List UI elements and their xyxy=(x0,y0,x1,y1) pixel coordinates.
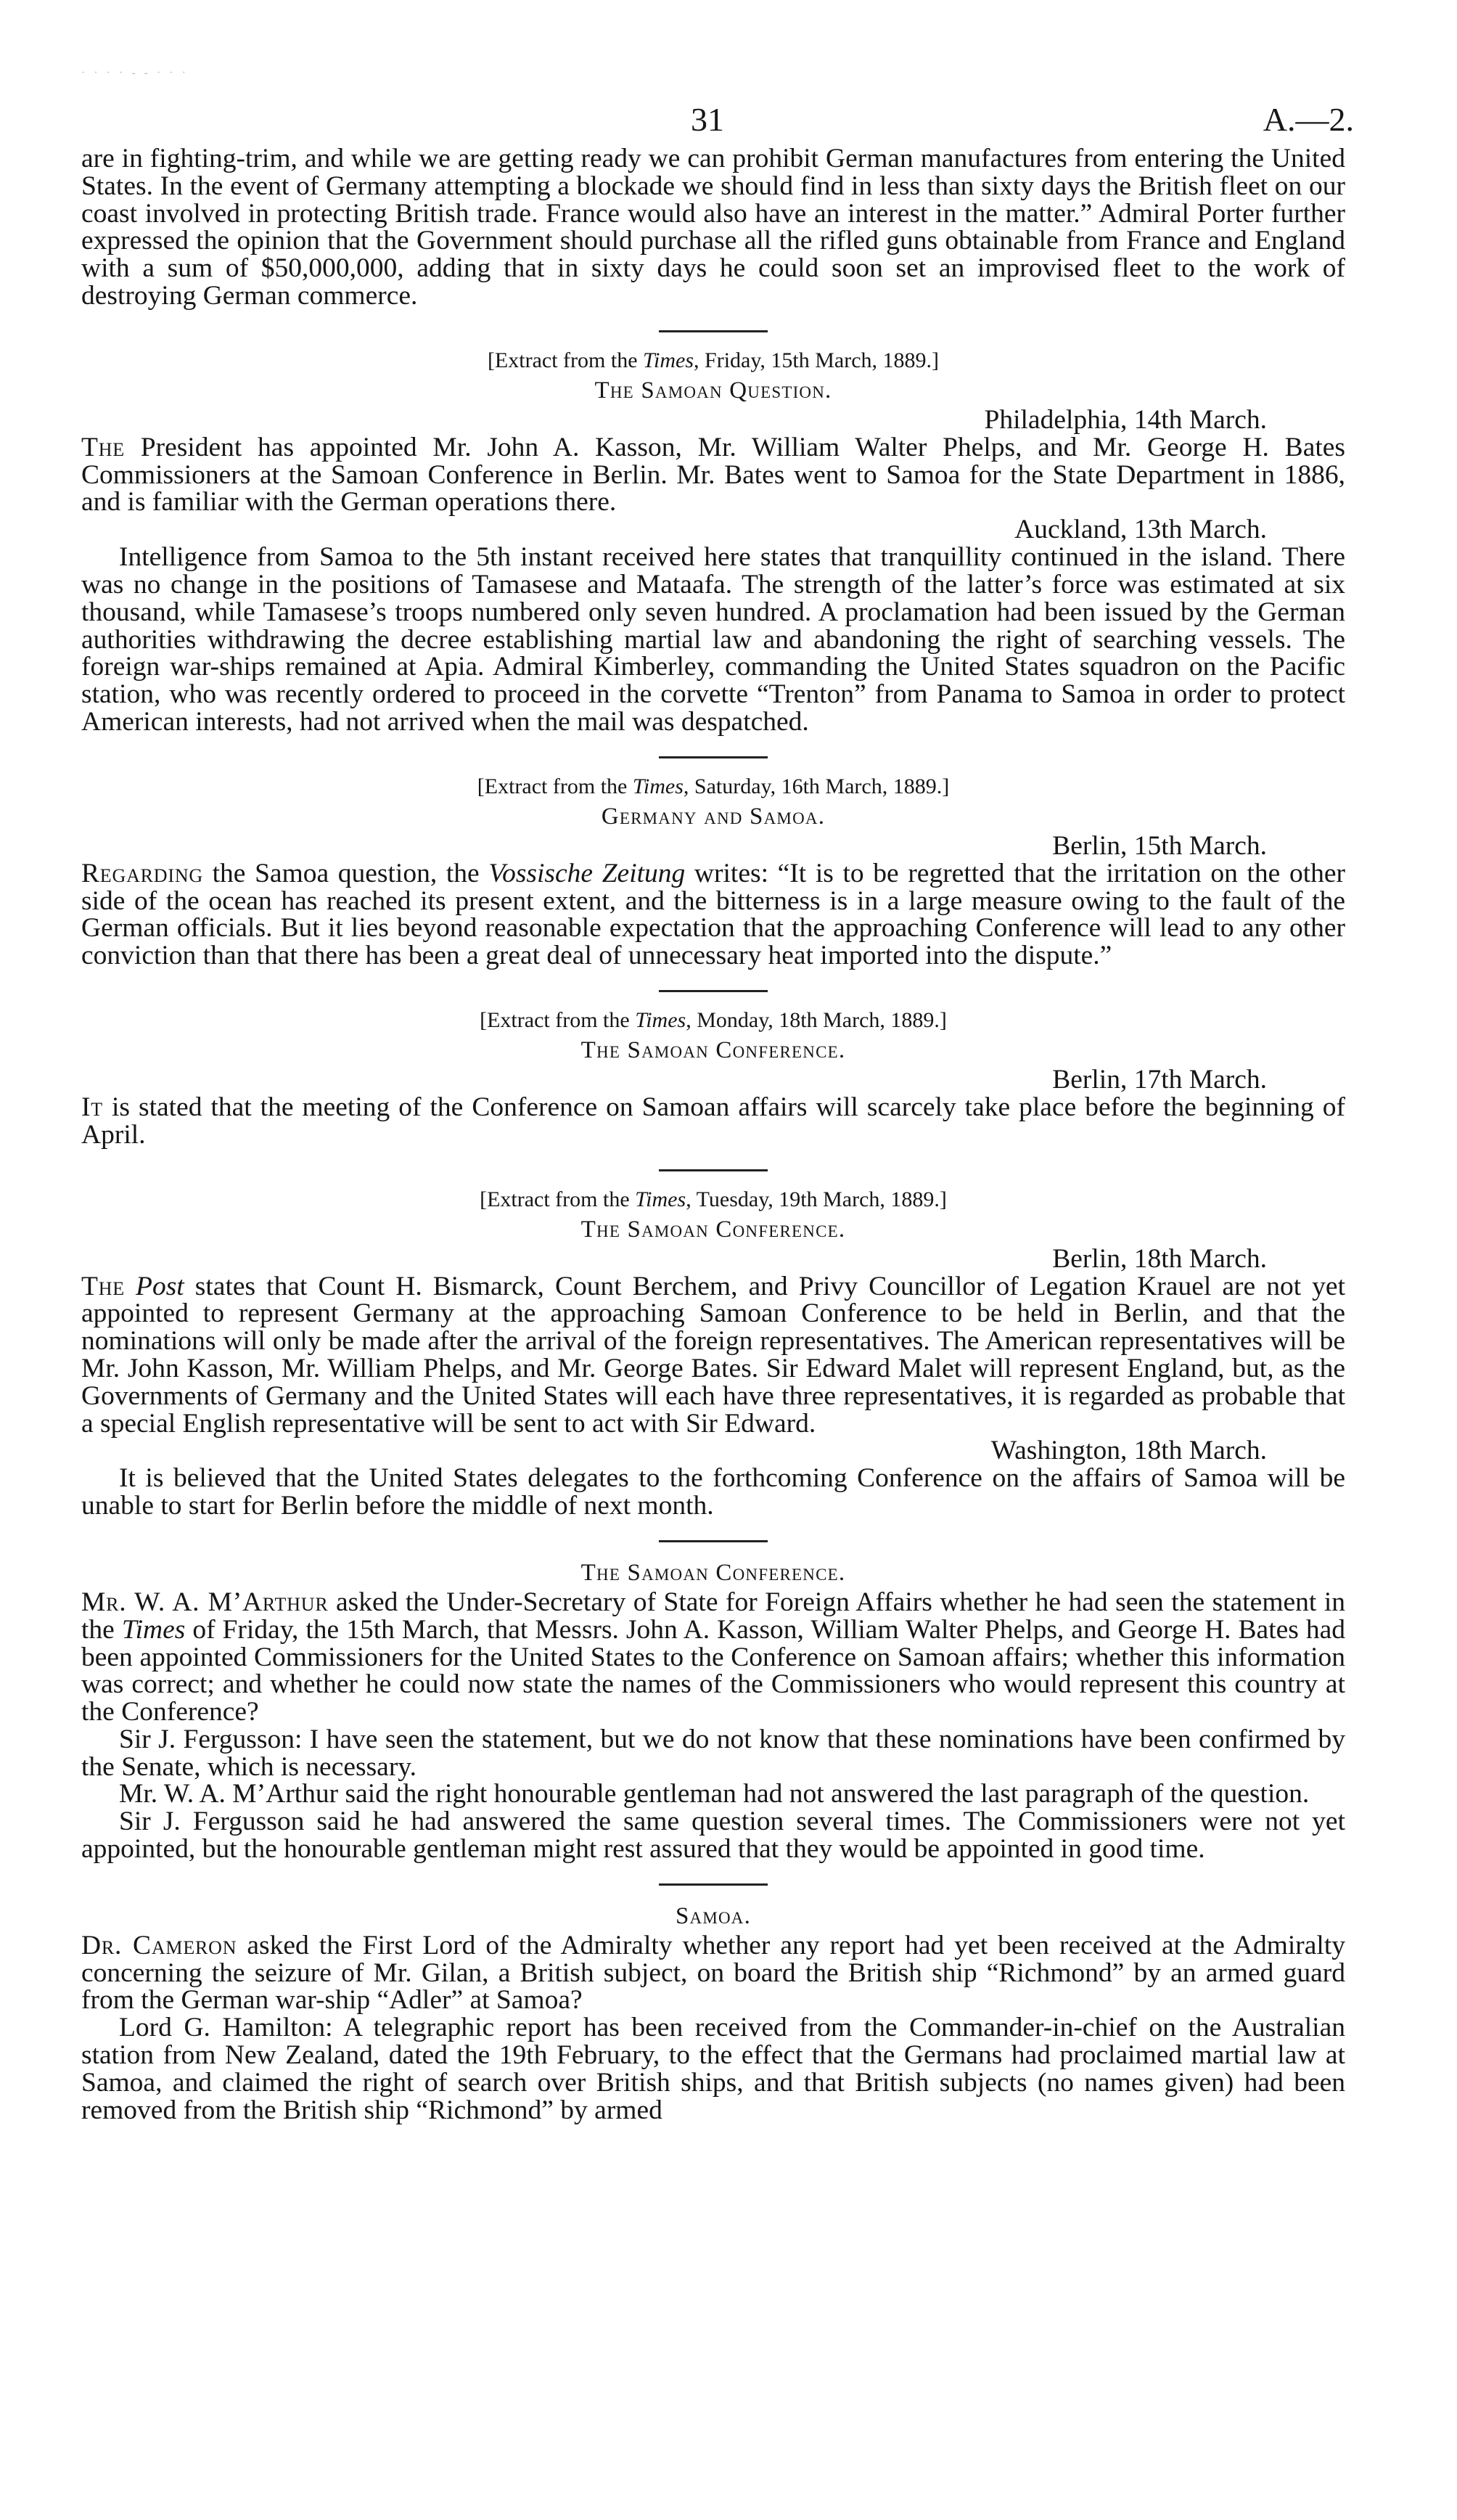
section-divider xyxy=(659,990,768,992)
document-reference: A.—2. xyxy=(1263,101,1354,138)
dateline: Washington, 18th March. xyxy=(990,1436,1267,1466)
paragraph: Mr. W. A. M’Arthur said the right honourable gentleman had not answered the last paragraph of the question. xyxy=(119,1779,1310,1809)
document-page xyxy=(81,0,1354,2125)
section-divider xyxy=(659,1883,768,1886)
paragraph: It is believed that the United States delegates to the forthcoming Conference on the affairs of Samoa will be unable to start for Berlin before the middle of next month. xyxy=(81,1463,1345,1521)
intro-paragraph: are in fighting-trim, and while we are getting ready we can prohibit German manufactures from entering the United States. In the event of Germany attempting a blockade we should find in less than sixty days the British fleet on our coast involved in protecting British trade. France would also have an interest in the matter.” Admiral Porter further expressed the opinion that the Government should purchase all the rifled guns obtainable from France and England with a sum of $50,000,000, adding that in sixty days he could soon set an improvised fleet to the work of destroying German commerce. xyxy=(81,144,1345,311)
extract-line: [Extract from the Times, Saturday, 16th March, 1889.] xyxy=(477,774,950,798)
paragraph: Mr. W. A. M’Arthur asked the Under-Secretary of State for Foreign Affairs whether he had seen the statement in the Times of Friday, the 15th March, that Messrs. John A. Kasson, William Walter Phelps, and George H. Bates had been appointed Commissioners for the United States to the Conference on Samoan affairs; whether this information was correct; and whether he could now state the names of the Commissioners who would represent this country at the Conference? xyxy=(81,1587,1345,1727)
page-number: 31 xyxy=(691,101,724,138)
dateline: Berlin, 15th March. xyxy=(1052,830,1267,861)
dateline: Auckland, 13th March. xyxy=(1014,515,1267,545)
paragraph: Sir J. Fergusson said he had answered the same question several times. The Commissioners were not yet appointed, but the honourable gentleman might rest assured that they would be appointed in good time. xyxy=(81,1807,1345,1865)
dateline: Berlin, 17th March. xyxy=(1052,1064,1267,1095)
section-title: Samoa. xyxy=(675,1902,752,1929)
paragraph: The Post states that Count H. Bismarck, Count Berchem, and Privy Councillor of Legation Krauel are not yet appointed to represent Germany at the approaching Samoan Conference to be held in Berlin, and that the nominations will only be made after the arrival of the foreign representatives. The American representatives will be Mr. John Kasson, Mr. William Phelps, and Mr. George Bates. Sir Edward Malet will represent England, but, as the Governments of Germany and the United States will each have three representatives, it is regarded as probable that a special English representative will be sent to act with Sir Edward. xyxy=(81,1271,1345,1439)
paragraph: It is stated that the meeting of the Conference on Samoan affairs will scarcely take place before the beginning of April. xyxy=(81,1092,1345,1150)
section-title: The Samoan Conference. xyxy=(580,1216,846,1243)
paragraph: Regarding the Samoa question, the Vossische Zeitung writes: “It is to be regretted that the irritation on the other side of the ocean has reached its present extent, and the bitterness is in a large measure owing to the fault of the German officials. But it lies beyond reasonable expectation that the approaching Conference will lead to any other conviction than that there has been a great deal of unnecessary heat imported into the dispute.” xyxy=(81,858,1346,971)
section-title: The Samoan Question. xyxy=(594,377,832,404)
paragraph: Intelligence from Samoa to the 5th instant received here states that tranquillity continued in the island. There was no change in the positions of Tamasese and Mataafa. The strength of the latter’s force was estimated at six thousand, while Tamasese’s troops numbered only seven hundred. A proclamation had been issued by the German authorities withdrawing the decree establishing martial law and abandoning the right of searching vessels. The foreign war-ships remained at Apia. Admiral Kimberley, commanding the United States squadron on the Pacific station, who was recently ordered to proceed in the corvette “Trenton” from Panama to Samoa in order to protect American interests, had not arrived when the mail was despatched. xyxy=(81,542,1345,737)
extract-line: [Extract from the Times, Tuesday, 19th March, 1889.] xyxy=(480,1187,947,1211)
section-divider xyxy=(659,756,768,758)
paragraph: Lord G. Hamilton: A telegraphic report has been received from the Commander-in-chief on the Australian station from New Zealand, dated the 19th February, to the effect that the Germans had proclaimed martial law at Samoa, and claimed the right of search over British ships, and that British subjects (no names given) had been removed from the British ship “Richmond” by armed xyxy=(81,2013,1345,2125)
dateline: Philadelphia, 14th March. xyxy=(984,404,1267,435)
section-title: Germany and Samoa. xyxy=(601,803,826,830)
paragraph: Sir J. Fergusson: I have seen the statement, but we do not know that these nominations have been confirmed by the Senate, which is necessary. xyxy=(81,1724,1345,1782)
section-divider xyxy=(659,1169,768,1171)
scan-speckle: · · · · - - · · · xyxy=(81,67,189,79)
section-title: The Samoan Conference. xyxy=(580,1559,846,1586)
section-title: The Samoan Conference. xyxy=(580,1036,846,1063)
extract-line: [Extract from the Times, Friday, 15th March, 1889.] xyxy=(487,348,940,372)
paragraph: The President has appointed Mr. John A. Kasson, Mr. William Walter Phelps, and Mr. George H. Bates Commissioners at the Samoan Conference in Berlin. Mr. Bates went to Samoa for the State Department in 1886, and is familiar with the German operations there. xyxy=(81,432,1345,518)
extract-line: [Extract from the Times, Monday, 18th March, 1889.] xyxy=(480,1007,947,1032)
page-header xyxy=(81,0,1354,145)
paragraph: Dr. Cameron asked the First Lord of the Admiralty whether any report had yet been received at the Admiralty concerning the seizure of Mr. Gilan, a British subject, on board the British ship “Richmond” by an armed guard from the German war-ship “Adler” at Samoa? xyxy=(81,1930,1346,2016)
section-divider xyxy=(659,1540,768,1542)
dateline: Berlin, 18th March. xyxy=(1052,1243,1267,1274)
section-divider xyxy=(659,330,768,332)
